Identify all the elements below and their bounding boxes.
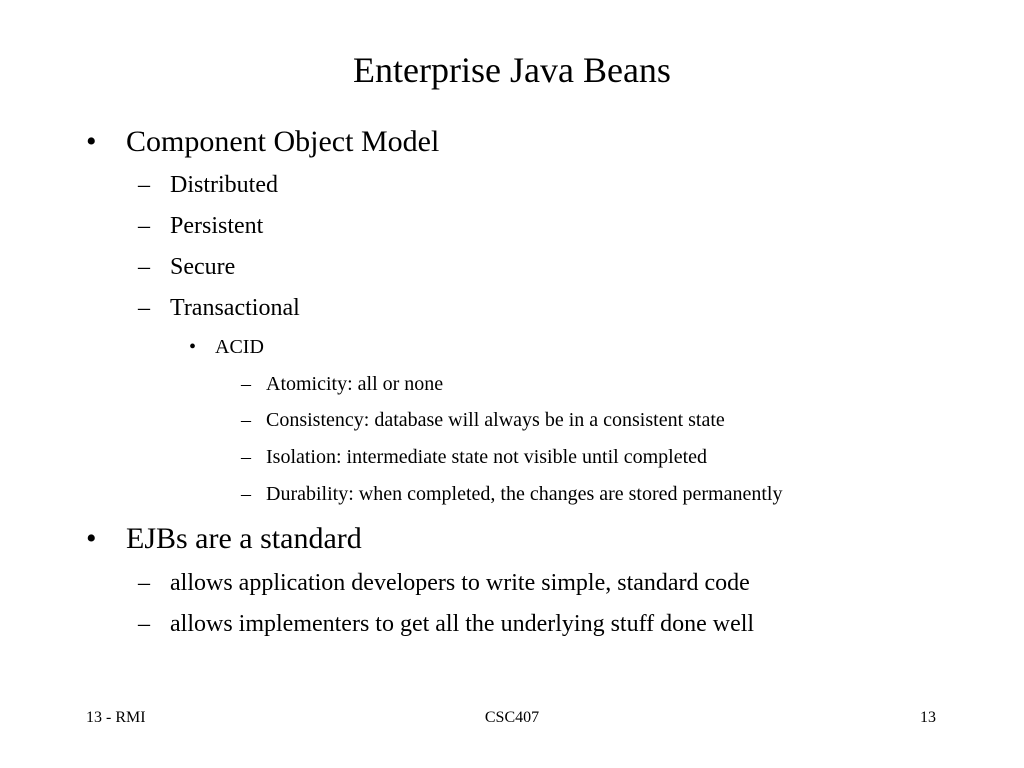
dash-marker: –: [138, 611, 150, 637]
subpoint-text: allows application developers to write simple, standard code: [170, 570, 750, 596]
dash-marker: –: [138, 254, 150, 280]
subpoint-text: Atomicity: all or none: [266, 373, 444, 395]
bullet-text: Component Object Model: [126, 125, 440, 158]
bullet-marker: •: [86, 522, 97, 555]
dash-marker: –: [241, 446, 251, 468]
dash-marker: –: [138, 213, 150, 239]
footer-page-number: 13: [920, 709, 936, 726]
subpoint-text: Transactional: [170, 295, 300, 321]
dash-marker: –: [241, 373, 251, 395]
subpoint-text: Consistency: database will always be in a consistent state: [266, 409, 725, 431]
subpoint-text: Persistent: [170, 213, 264, 239]
slide-title: Enterprise Java Beans: [353, 50, 671, 90]
dash-marker: –: [241, 483, 251, 505]
bullet-marker: •: [189, 336, 197, 358]
dash-marker: –: [241, 409, 251, 431]
subpoint-text: Secure: [170, 254, 236, 280]
footer-center: CSC407: [484, 709, 540, 726]
dash-marker: –: [138, 172, 150, 198]
dash-marker: –: [138, 295, 150, 321]
subpoint-text: Durability: when completed, the changes are stored permanently: [266, 483, 783, 505]
footer-left: 13 - RMI: [86, 709, 146, 726]
bullet-marker: •: [86, 125, 97, 158]
bullet-text: EJBs are a standard: [126, 522, 362, 555]
subpoint-text: Distributed: [170, 172, 278, 198]
subpoint-text: ACID: [215, 336, 264, 358]
subpoint-text: allows implementers to get all the underlying stuff done well: [170, 611, 755, 637]
subpoint-text: Isolation: intermediate state not visible until completed: [266, 446, 708, 468]
dash-marker: –: [138, 570, 150, 596]
